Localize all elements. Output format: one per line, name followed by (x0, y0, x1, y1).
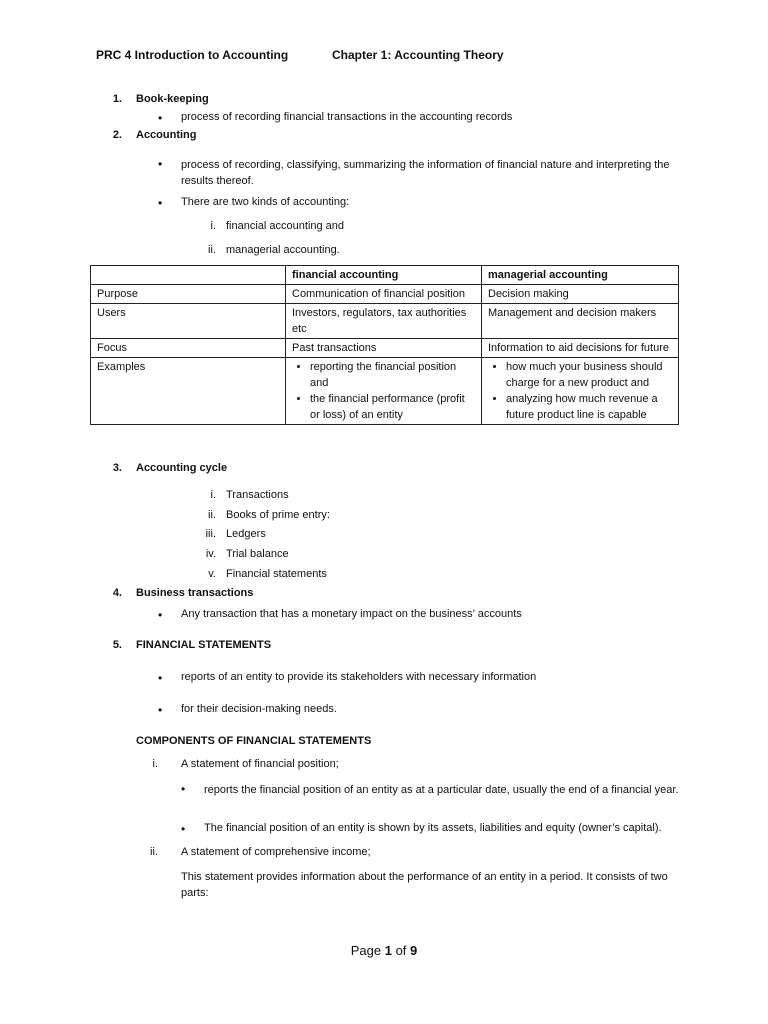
chapter-title: Chapter 1: Accounting Theory (332, 48, 504, 62)
list-marker: ii. (150, 846, 158, 858)
list-item: Transactions (226, 489, 289, 501)
page-prefix: Page (350, 943, 385, 958)
section-number: 2. (112, 129, 122, 141)
list-marker: ii. (208, 244, 216, 256)
bullet-text: The financial position of an entity is shown by its assets, liabilities and equity (owner’s capital). (204, 822, 662, 834)
bullet-text: process of recording financial transactions in the accounting records (181, 111, 513, 123)
table-cell: Decision making (482, 285, 679, 304)
paragraph: This statement provides information about the performance of an entity in a period. It consists of two parts: (181, 871, 668, 899)
list-item: A statement of financial position; (181, 758, 339, 770)
page-total: 9 (410, 943, 418, 958)
section-title: Book-keeping (136, 93, 209, 105)
list-marker: ii. (208, 509, 216, 521)
section-title: FINANCIAL STATEMENTS (136, 639, 272, 651)
table-row (91, 304, 679, 339)
row-label: Purpose (91, 285, 286, 304)
bullet-text: There are two kinds of accounting: (181, 196, 350, 208)
section-number: 3. (112, 462, 122, 474)
row-label: Users (91, 304, 286, 339)
list-item: Ledgers (226, 528, 266, 540)
table-cell: Communication of financial position (286, 285, 482, 304)
list-item: financial accounting and (226, 220, 345, 232)
row-label: Focus (91, 339, 286, 358)
examples-list (292, 359, 475, 423)
bullet-icon: • (158, 111, 163, 125)
table-cell (286, 358, 482, 425)
page-of: of (391, 943, 411, 958)
bullet-text: process of recording, classifying, summarizing the information of financial nature and interpreting the results thereof. (181, 159, 670, 187)
list-item: Financial statements (226, 568, 327, 580)
list-item: A statement of comprehensive income; (181, 846, 371, 858)
bullet-text: reports the financial position of an entity as at a particular date, usually the end of a financial year. (204, 784, 679, 796)
comparison-table (90, 265, 679, 425)
section-number: 5. (112, 639, 122, 651)
list-marker: i. (210, 489, 216, 501)
course-title: PRC 4 Introduction to Accounting (96, 48, 289, 62)
list-marker: i. (210, 220, 216, 232)
bullet-icon: • (158, 157, 163, 171)
bullet-icon: • (181, 822, 186, 836)
list-item: Books of prime entry: (226, 509, 330, 521)
list-marker: i. (152, 758, 158, 770)
components-heading: COMPONENTS OF FINANCIAL STATEMENTS (136, 735, 372, 747)
list-marker: v. (208, 568, 216, 580)
bullet-text: reports of an entity to provide its stakeholders with necessary information (181, 671, 537, 683)
bullet-icon: • (158, 703, 163, 717)
table-cell (482, 358, 679, 425)
bullet-icon: • (158, 608, 163, 622)
table-row (91, 358, 679, 425)
section-title: Business transactions (136, 587, 254, 599)
list-item: • how much your business should charge for a new product and (506, 359, 672, 391)
list-item: Trial balance (226, 548, 289, 560)
table-header-cell: financial accounting (286, 266, 482, 285)
table-cell: Information to aid decisions for future (482, 339, 679, 358)
page-number (0, 943, 768, 958)
list-item: • reporting the financial position and (310, 359, 475, 391)
table-row (91, 339, 679, 358)
section-number: 1. (112, 93, 122, 105)
table-row (91, 285, 679, 304)
table-header-cell (91, 266, 286, 285)
section-title: Accounting cycle (136, 462, 228, 474)
bullet-text: Any transaction that has a monetary impact on the business’ accounts (181, 608, 522, 620)
row-label: Examples (91, 358, 286, 425)
section-number: 4. (112, 587, 122, 599)
list-item: managerial accounting. (226, 244, 340, 256)
bullet-icon: • (158, 671, 163, 685)
table-cell: Management and decision makers (482, 304, 679, 339)
list-item: • the financial performance (profit or loss) of an entity (310, 391, 475, 423)
section-title: Accounting (136, 129, 197, 141)
table-header-cell: managerial accounting (482, 266, 679, 285)
list-marker: iv. (205, 548, 216, 560)
bullet-text: for their decision-making needs. (181, 703, 337, 715)
page-current: 1 (384, 943, 392, 958)
bullet-icon: • (158, 196, 163, 210)
bullet-icon: • (181, 782, 186, 796)
examples-list (488, 359, 672, 423)
table-cell: Investors, regulators, tax authorities etc (286, 304, 482, 339)
list-item: • analyzing how much revenue a future product line is capable (506, 391, 672, 423)
table-cell: Past transactions (286, 339, 482, 358)
table-header-row (91, 266, 679, 285)
list-marker: iii. (205, 528, 216, 540)
